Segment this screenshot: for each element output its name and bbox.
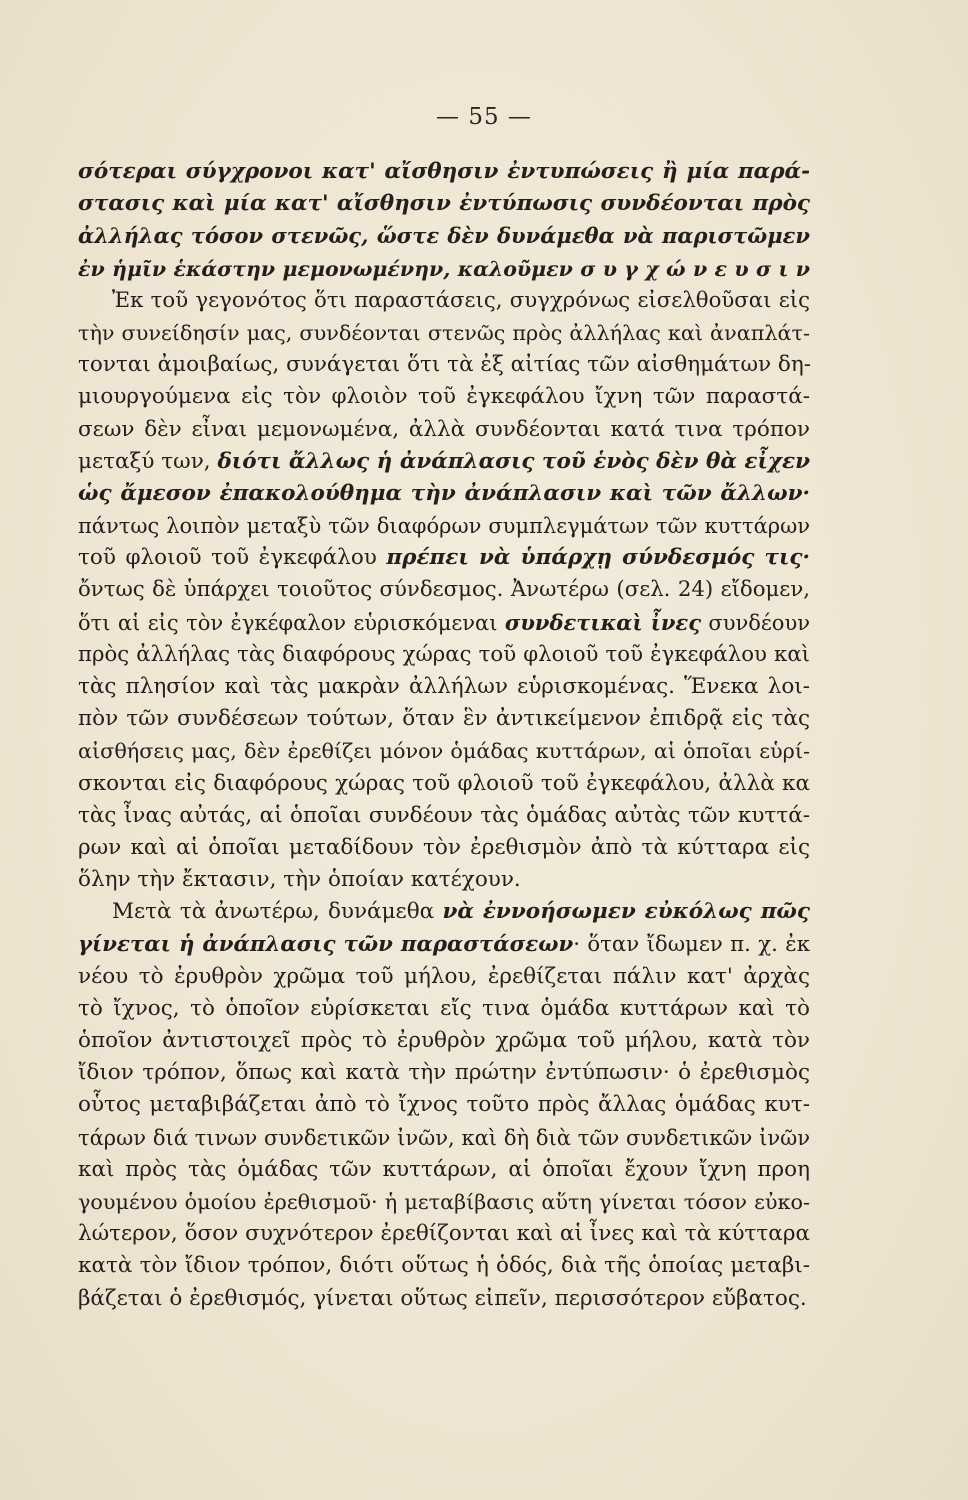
text-segment: τὸ ἴχνος, τὸ ὁποῖον εὑρίσκεται εἴς τινα ὁμάδα κυττάρων καὶ τὸ <box>78 995 810 1021</box>
text-segment: σεων δὲν εἶναι μεμονωμένα, ἀλλὰ συνδέονται κατά τινα τρόπον <box>78 416 810 442</box>
text-segment: καὶ πρὸς τὰς ὁμάδας τῶν κυττάρων, αἱ ὁποῖαι ἔχουν ἴχνη προη <box>78 1156 810 1182</box>
text-line <box>78 1218 810 1250</box>
emphasized-text: νὰ ἐννοήσωμεν εὐκόλως πῶς <box>442 899 810 925</box>
text-segment: τὰς πλησίον καὶ τὰς μακρὰν ἀλλήλων εὑρισκομένας. Ἕνεκα λοι- <box>78 674 810 699</box>
text-line <box>78 381 810 413</box>
text-segment: οὗτος μεταβιβάζεται ἀπὸ τὸ ἴχνος τοῦτο πρὸς ἄλλας ὁμάδας κυτ- <box>78 1092 810 1118</box>
text-segment: τοῦ φλοιοῦ τοῦ ἐγκεφάλου <box>78 545 387 571</box>
text-segment: ὅλην τὴν ἔκτασιν, τὴν ὁποίαν κατέχουν. <box>78 867 521 893</box>
text-line <box>78 510 810 542</box>
text-line <box>78 1089 810 1121</box>
text-segment: μεταξύ των, <box>78 448 218 474</box>
text-line <box>78 639 810 671</box>
text-line <box>78 1186 810 1218</box>
text-segment: πρὸς ἀλλήλας τὰς διαφόρους χώρας τοῦ φλοιοῦ τοῦ ἐγκεφάλου καὶ <box>78 641 810 667</box>
emphasized-text: πρέπει νὰ ὑπάρχῃ σύνδεσμός τις· <box>386 545 810 571</box>
text-segment: ρων καὶ αἱ ὁποῖαι μεταδίδουν τὸν ἐρεθισμὸν ἀπὸ τὰ κύτταρα εἰς <box>78 834 810 860</box>
text-segment: · ὅταν ἴδωμεν π. χ. ἐκ <box>573 931 810 957</box>
text-line <box>78 703 810 735</box>
text-segment: ὁποῖον ἀντιστοιχεῖ πρὸς τὸ ἐρυθρὸν χρῶμα τοῦ μήλου, κατὰ τὸν <box>78 1028 810 1054</box>
text-line <box>78 735 810 767</box>
text-segment: σκονται εἰς διαφόρους χώρας τοῦ φλοιοῦ τοῦ ἐγκεφάλου, ἀλλὰ κα <box>78 770 810 796</box>
text-segment: πάντως λοιπὸν μεταξὺ τῶν διαφόρων συμπλεγμάτων τῶν κυττάρων <box>78 514 810 539</box>
text-line <box>78 607 810 639</box>
emphasized-text: διότι ἄλλως ἡ ἀνάπλασις τοῦ ἑνὸς δὲν θὰ εἶχεν <box>217 448 810 474</box>
text-segment: τὴν συνείδησίν μας, συνδέονται στενῶς πρὸς ἀλλήλας καὶ ἀναπλάτ- <box>78 320 810 345</box>
text-line <box>78 1250 810 1282</box>
text-line <box>78 993 810 1025</box>
text-line <box>78 414 810 446</box>
body-text <box>78 156 810 1315</box>
text-line <box>78 800 810 832</box>
emphasized-text: γίνεται ἡ ἀνάπλασις τῶν παραστάσεων <box>78 931 574 957</box>
text-line <box>78 832 810 864</box>
emphasized-text: ὡς ἄμεσον ἐπακολούθημα τὴν ἀνάπλασιν καὶ τῶν ἄλλων· <box>78 480 810 506</box>
text-segment: πὸν τῶν συνδέσεων τούτων, ὅταν ἓν ἀντικείμενον ἐπιδρᾷ εἰς τὰς <box>78 706 810 732</box>
text-segment: λώτερον, ὅσον συχνότερον ἐρεθίζονται καὶ αἱ ἶνες καὶ τὰ κύτταρα <box>78 1221 810 1247</box>
text-segment: μιουργούμενα εἰς τὸν φλοιὸν τοῦ ἐγκεφάλου ἴχνη τῶν παραστά- <box>78 384 810 410</box>
text-segment: βάζεται ὁ ἐρεθισμός, γίνεται οὕτως εἰπεῖν, περισσότερον εὔβατος. <box>78 1285 807 1311</box>
text-line <box>78 542 810 574</box>
text-line <box>78 574 810 606</box>
text-segment: αἰσθήσεις μας, δὲν ἐρεθίζει μόνον ὁμάδας κυττάρων, αἱ ὁποῖαι εὑρί- <box>78 739 810 764</box>
text-line <box>78 768 810 800</box>
text-segment: τονται ἀμοιβαίως, συνάγεται ὅτι τὰ ἐξ αἰτίας τῶν αἰσθημάτων δη- <box>78 352 811 378</box>
text-line <box>78 317 810 349</box>
text-line <box>78 1025 810 1057</box>
text-segment: κατὰ τὸν ἴδιον τρόπον, διότι οὕτως ἡ ὁδός, διὰ τῆς ὁποίας μεταβι- <box>78 1253 810 1279</box>
text-line <box>78 156 810 188</box>
emphasized-text: ἐν ἡμῖν ἑκάστην μεμονωμένην, καλοῦμεν σ υ γ χ ώ ν ε υ σ ι ν <box>78 256 810 281</box>
text-line <box>78 864 810 896</box>
text-line <box>78 961 810 993</box>
text-line <box>78 188 810 220</box>
text-line <box>78 671 810 703</box>
text-line <box>78 220 810 252</box>
text-line <box>78 285 810 317</box>
text-line <box>78 929 810 961</box>
text-line <box>78 1154 810 1186</box>
text-segment: τάρων διά τινων συνδετικῶν ἰνῶν, καὶ δὴ διὰ τῶν συνδετικῶν ἰνῶν <box>78 1125 810 1150</box>
text-segment: τὰς ἶνας αὐτάς, αἱ ὁποῖαι συνδέουν τὰς ὁμάδας αὐτὰς τῶν κυττά- <box>78 802 810 828</box>
text-line <box>78 253 810 285</box>
text-segment: νέου τὸ ἐρυθρὸν χρῶμα τοῦ μήλου, ἐρεθίζεται πάλιν κατ' ἀρχὰς <box>78 963 810 989</box>
page-number: — 55 — <box>436 104 532 130</box>
text-line <box>78 478 810 510</box>
text-line <box>78 349 810 381</box>
text-segment: Ἐκ τοῦ γεγονότος ὅτι παραστάσεις, συγχρόνως εἰσελθοῦσαι εἰς <box>112 287 810 313</box>
text-segment: γουμένου ὁμοίου ἐρεθισμοῦ· ἡ μεταβίβασις αὕτη γίνεται τόσον εὐκο- <box>78 1190 810 1214</box>
text-segment: ἴδιον τρόπον, ὅπως καὶ κατὰ τὴν πρώτην ἐντύπωσιν· ὁ ἐρεθισμὸς <box>78 1060 810 1086</box>
text-line <box>78 1283 810 1315</box>
text-line <box>78 1057 810 1089</box>
emphasized-text: σότεραι σύγχρονοι κατ' αἴσθησιν ἐντυπώσεις ἢ μία παρά- <box>78 159 810 184</box>
text-segment: συνδέουν <box>700 610 810 635</box>
text-segment: Μετὰ τὰ ἀνωτέρω, δυνάμεθα <box>112 899 443 925</box>
text-segment: ὅτι αἱ εἰς τὸν ἐγκέφαλον εὑρισκόμεναι <box>78 610 505 635</box>
emphasized-text: συνδετικαὶ ἶνες <box>504 609 701 635</box>
text-line <box>78 446 810 478</box>
emphasized-text: ἀλλήλας τόσον στενῶς, ὥστε δὲν δυνάμεθα νὰ παριστῶμεν <box>78 223 810 249</box>
text-segment: ὄντως δὲ ὑπάρχει τοιοῦτος σύνδεσμος. Ἀνωτέρω (σελ. 24) εἴδομεν, <box>78 577 810 603</box>
emphasized-text: στασις καὶ μία κατ' αἴσθησιν ἐντύπωσις συνδέονται πρὸς <box>78 191 810 217</box>
text-line <box>78 1122 810 1154</box>
text-line <box>78 896 810 928</box>
